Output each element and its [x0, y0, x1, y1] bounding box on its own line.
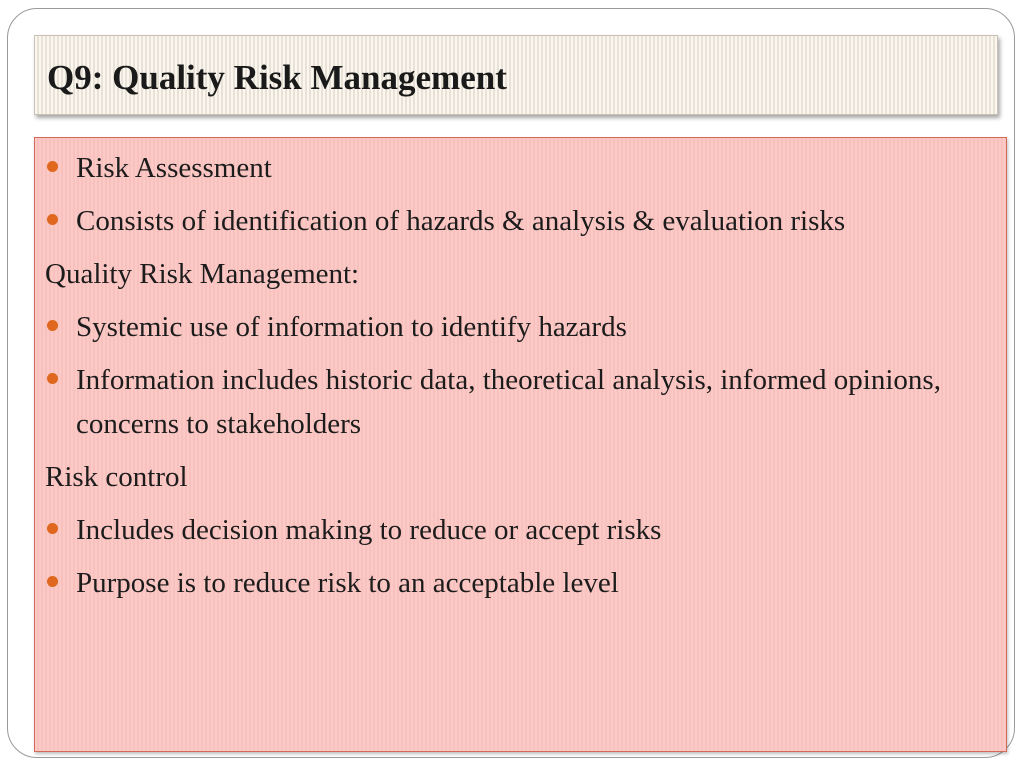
title-box [34, 35, 998, 115]
section-heading-text: Quality Risk Management: [45, 258, 360, 290]
bullet-dot-icon [47, 373, 58, 384]
section-heading-risk-control [45, 455, 986, 499]
bullet-text: Includes decision making to reduce or accept risks [76, 514, 662, 546]
bullet-text: Information includes historic data, theoretical analysis, informed opinions, concerns to stakeholders [76, 364, 941, 440]
section-heading-text: Risk control [45, 461, 188, 493]
bullet-item-risk-assessment [45, 146, 986, 190]
bullet-dot-icon [47, 576, 58, 587]
bullet-text: Systemic use of information to identify hazards [76, 311, 627, 343]
bullet-text: Purpose is to reduce risk to an acceptable level [76, 567, 619, 599]
bullet-text: Consists of identification of hazards & analysis & evaluation risks [76, 205, 846, 237]
bullet-dot-icon [47, 320, 58, 331]
bullet-text: Risk Assessment [76, 152, 272, 184]
bullet-item-information [45, 358, 986, 446]
bullet-item-decision-making [45, 508, 986, 552]
content-list [45, 146, 986, 614]
bullet-item-consists [45, 199, 986, 243]
section-heading-qrm [45, 252, 986, 296]
bullet-item-systemic-use [45, 305, 986, 349]
bullet-item-purpose [45, 561, 986, 605]
bullet-dot-icon [47, 214, 58, 225]
slide-frame [7, 8, 1015, 758]
content-box [34, 137, 1007, 752]
bullet-dot-icon [47, 161, 58, 172]
slide-title: Q9: Quality Risk Management [47, 58, 507, 97]
bullet-dot-icon [47, 523, 58, 534]
